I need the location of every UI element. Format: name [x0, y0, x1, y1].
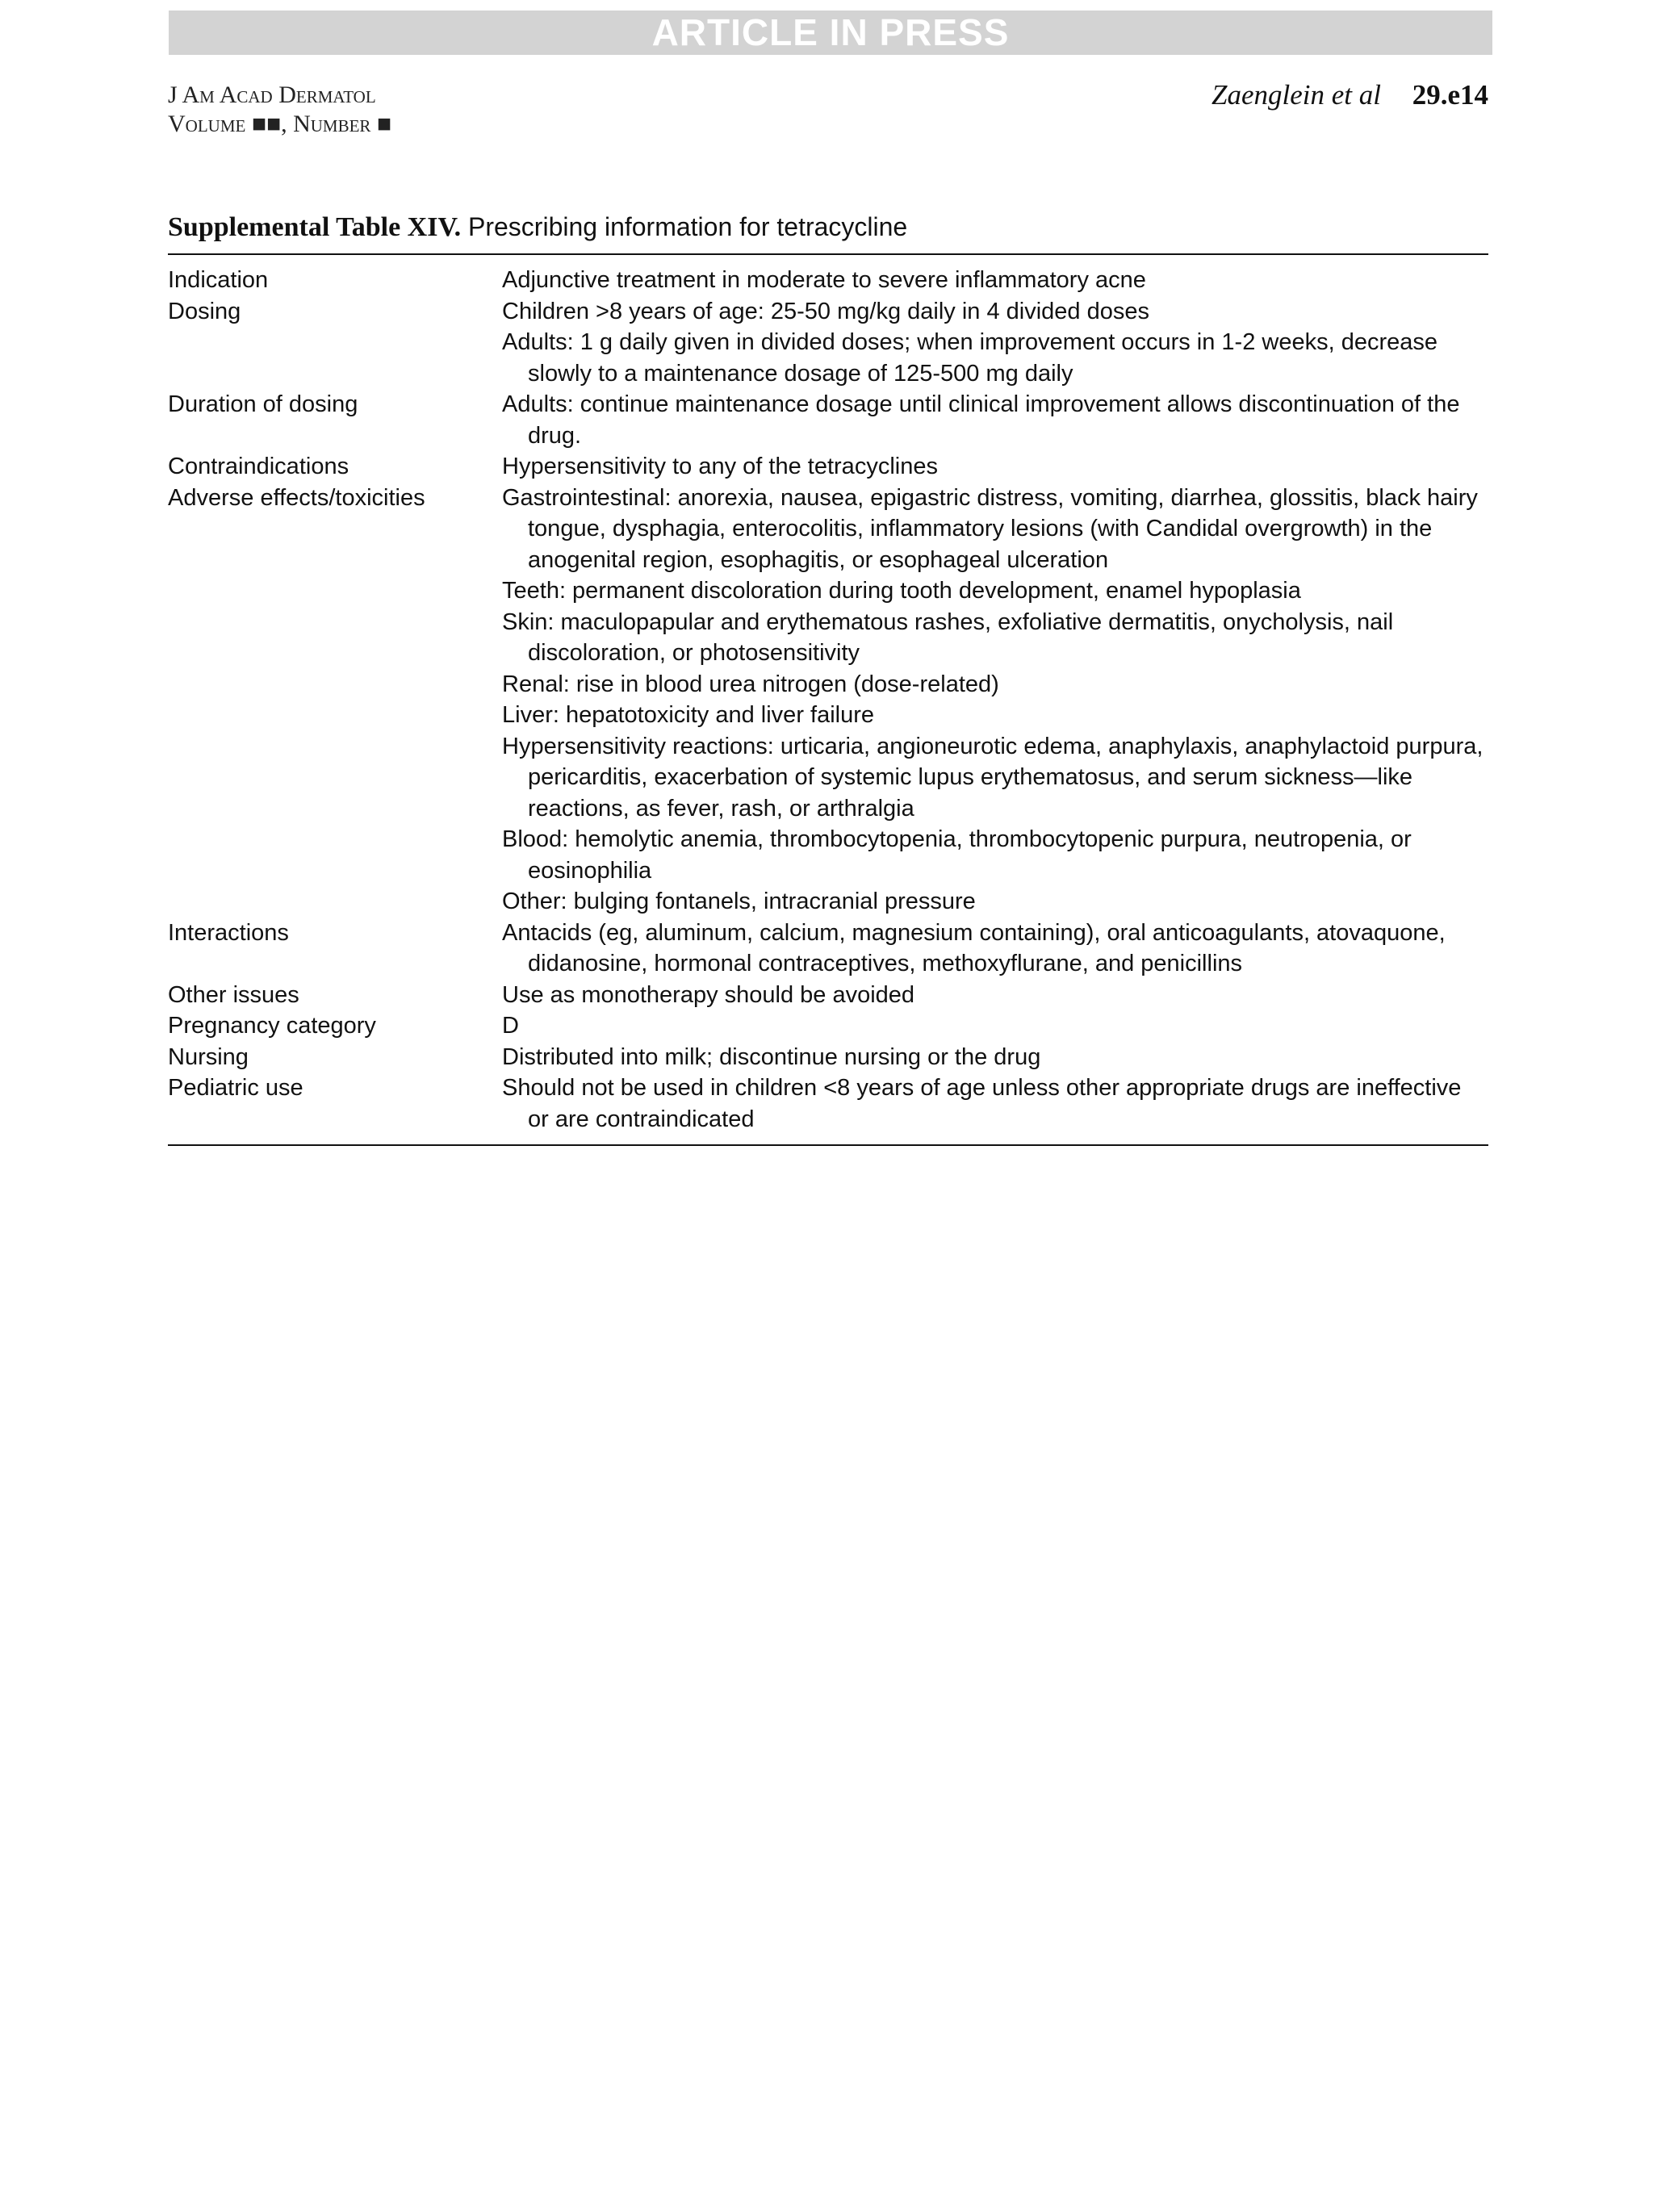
table-row — [168, 918, 1488, 980]
table-row — [168, 389, 1488, 451]
article-in-press-banner: ARTICLE IN PRESS — [169, 10, 1492, 55]
information-entry: Other: bulging fontanels, intracranial pressure — [502, 889, 976, 914]
parameter-cell: Dosing — [168, 298, 241, 324]
parameter-cell: Contraindications — [168, 454, 349, 479]
information-entry: Teeth: permanent discoloration during tooth development, enamel hypoplasia — [502, 578, 1301, 604]
information-entry: Liver: hepatotoxicity and liver failure — [502, 702, 875, 728]
parameter-cell: Pregnancy category — [168, 1013, 376, 1039]
information-entry: Should not be used in children <8 years of age unless other appropriate drugs are ineffective or are contraindicated — [502, 1075, 1462, 1132]
journal-volume: Volume ■■, Number ■ — [168, 111, 392, 137]
information-cell — [502, 980, 1488, 1011]
information-entry: Distributed into milk; discontinue nursing or the drug — [502, 1043, 1041, 1070]
information-cell — [502, 265, 1488, 296]
table-row — [168, 451, 1488, 483]
information-cell — [502, 389, 1488, 451]
table-body — [168, 265, 1488, 1135]
information-entry: Antacids (eg, aluminum, calcium, magnesium containing), oral anticoagulants, atovaquone, didanosine, hormonal contraceptives, methoxyflurane, and penicillins — [502, 919, 1446, 976]
information-entry: Adults: continue maintenance dosage until clinical improvement allows discontinuation of the drug. — [502, 391, 1460, 449]
parameter-cell: Indication — [168, 267, 269, 293]
table-bottom-rule — [168, 1144, 1488, 1146]
table-row — [168, 483, 1488, 918]
information-entry: Use as monotherapy should be avoided — [502, 981, 915, 1008]
table-top-rule — [168, 253, 1488, 255]
information-entry: Children >8 years of age: 25-50 mg/kg daily in 4 divided doses — [502, 298, 1150, 324]
table-row — [168, 1042, 1488, 1073]
parameter-cell: Interactions — [168, 919, 289, 946]
table-row — [168, 296, 1488, 390]
information-cell — [502, 918, 1488, 980]
table-title: Prescribing information for tetracycline — [468, 212, 908, 241]
information-entry: Skin: maculopapular and erythematous rashes, exfoliative dermatitis, onycholysis, nail discoloration, or photosensitivity — [502, 608, 1394, 666]
table-row — [168, 1073, 1488, 1135]
information-entry: Gastrointestinal: anorexia, nausea, epigastric distress, vomiting, diarrhea, glossitis, black hairy tongue, dysphagia, enterocolitis, inflammatory lesions (with Candidal overgrowth) in the anogenital region, esophagitis, or esophageal ulceration — [502, 484, 1478, 573]
information-entry: Adjunctive treatment in moderate to severe inflammatory acne — [502, 267, 1146, 293]
information-entry: Hypersensitivity reactions: urticaria, angioneurotic edema, anaphylaxis, anaphylactoid purpura, pericarditis, exacerbation of systemic lupus erythematosus, and serum sickness—like reactions, as fever, rash, or arthralgia — [502, 733, 1484, 822]
information-entry: Adults: 1 g daily given in divided doses; when improvement occurs in 1-2 weeks, decrease slowly to a maintenance dosage of 125-500 mg daily — [502, 329, 1437, 387]
information-entry: Renal: rise in blood urea nitrogen (dose-related) — [502, 671, 999, 697]
information-entry: Blood: hemolytic anemia, thrombocytopenia, thrombocytopenic purpura, neutropenia, or eosinophilia — [502, 826, 1412, 884]
parameter-cell: Nursing — [168, 1043, 249, 1070]
information-cell — [502, 483, 1488, 918]
table-row — [168, 1010, 1488, 1042]
information-cell — [502, 1042, 1488, 1073]
journal-header — [168, 81, 391, 139]
prescribing-table — [168, 265, 1488, 1135]
information-cell — [502, 451, 1488, 483]
page-number: 29.e14 — [1412, 79, 1488, 111]
page-header — [1212, 79, 1488, 111]
parameter-cell: Other issues — [168, 981, 299, 1008]
information-entry: Hypersensitivity to any of the tetracyclines — [502, 454, 938, 479]
parameter-cell: Adverse effects/toxicities — [168, 484, 425, 511]
table-label: Supplemental Table XIV. — [168, 212, 462, 242]
information-cell — [502, 296, 1488, 390]
information-cell — [502, 1010, 1488, 1042]
table-caption — [168, 211, 907, 243]
table-row — [168, 980, 1488, 1011]
journal-name: J Am Acad Dermatol — [168, 82, 376, 108]
information-entry: D — [502, 1013, 519, 1039]
information-cell — [502, 1073, 1488, 1135]
parameter-cell: Duration of dosing — [168, 391, 358, 417]
running-authors: Zaenglein et al — [1211, 79, 1381, 111]
parameter-cell: Pediatric use — [168, 1075, 303, 1101]
table-row — [168, 265, 1488, 296]
